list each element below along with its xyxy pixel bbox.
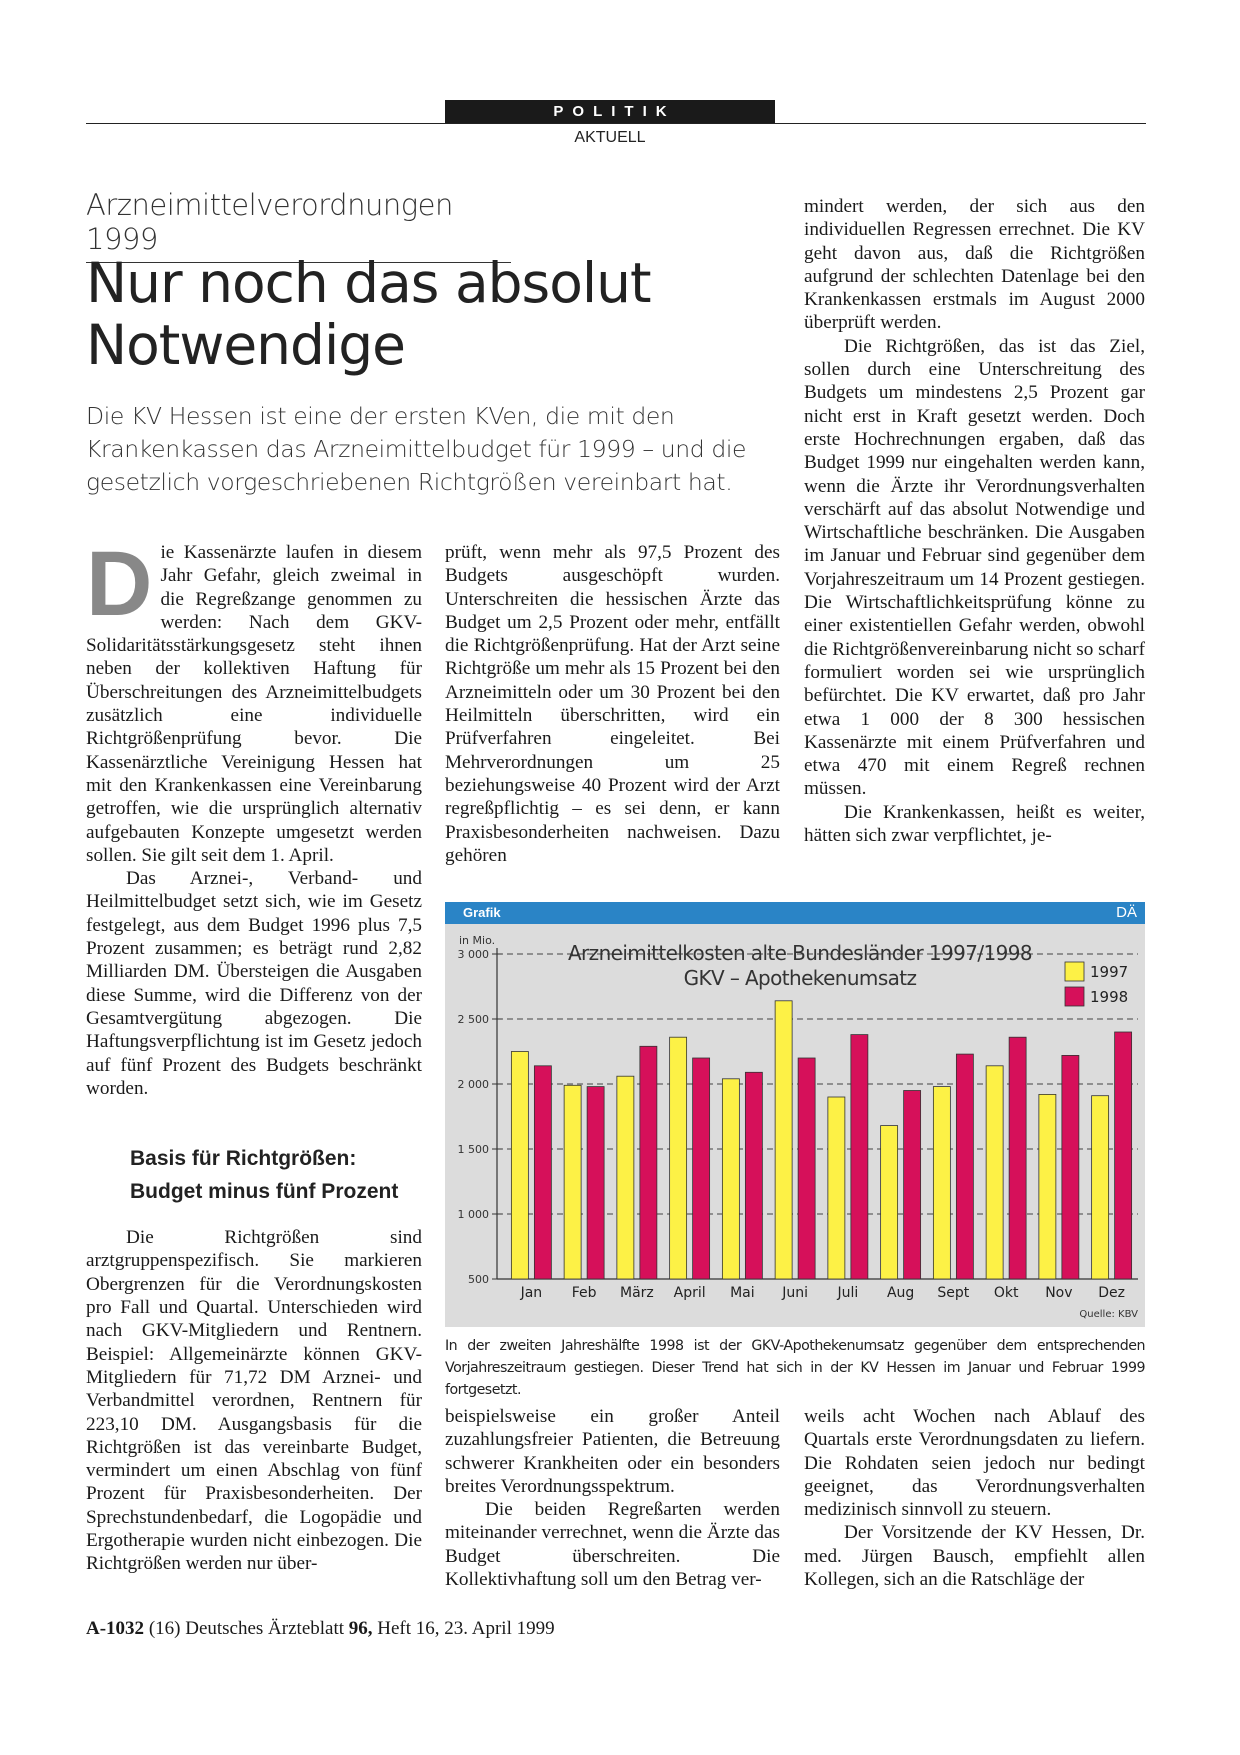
paragraph: beispielsweise ein großer Anteil zuzahlungsfreier Patienten, die Betreuung schwerer Krankheiten oder ein besonders breites Verordnungsspektrum. — [445, 1406, 780, 1497]
subsection-label: AKTUELL — [574, 129, 646, 146]
citation-volume: 96, — [348, 1618, 373, 1639]
chart-caption: In der zweiten Jahreshälfte 1998 ist der GKV-Apothekenumsatz gegenüber dem entsprechenden Vorjahreszeitraum gestiegen. Dieser Trend hat sich in der KV Hessen im Januar und Februar 1999 fortgesetzt. — [445, 1338, 1145, 1398]
page-code: A-1032 — [86, 1618, 145, 1639]
bar-1997 — [670, 1037, 687, 1279]
bar-1997 — [722, 1079, 739, 1279]
paragraph: Die Richtgrößen, das ist das Ziel, sollen durch eine Unterschreitung des Budgets um mindestens 2,5 Prozent gar nicht erst in Kraft gesetzt werden. Doch erste Hochrechnungen ergaben, daß das Budget 1999 nur eingehalten werden kann, wenn die Ärzte ihr Verordnungsverhalten verschärft auf das absolut Notwendige und Wirtschaftliche beschränken. Die Ausgaben im Januar und Februar sind gegenüber dem Vorjahreszeitraum um 14 Prozent gestiegen. Die Wirtschaftlichkeitsprüfung könne zu einer existentiellen Gefahr werden, obwohl die Richtgrößenvereinbarung nicht so scharf formuliert worden sei wie ursprünglich befürchtet. Die KV erwartet, daß pro Jahr etwa 1 000 der 8 300 hessischen Kassenärzte mit einem Prüfverfahren und etwa 470 mit einem Regreß rechnen müssen. — [804, 335, 1145, 800]
bar-1998 — [693, 1058, 710, 1279]
y-tick-label: 500 — [468, 1273, 489, 1286]
bar-1998 — [745, 1072, 762, 1279]
paragraph: mindert werden, der sich aus den individuellen Regressen errechnet. Die KV geht davon aus, daß die Richtgrößen aufgrund der schlechten Datenlage bei den Krankenkassen erstmals im August 2000 überprüft werden. — [804, 196, 1145, 334]
legend-swatch-1998 — [1065, 987, 1084, 1006]
column-1 — [86, 533, 422, 1576]
legend-label: 1997 — [1090, 963, 1129, 981]
bar-1998 — [640, 1046, 657, 1279]
x-tick-label: Okt — [993, 1285, 1019, 1301]
column-2-top — [445, 541, 780, 867]
x-tick-label: Juli — [837, 1285, 859, 1301]
y-unit-label: in Mio. — [459, 934, 496, 947]
bar-1997 — [775, 1001, 792, 1279]
x-tick-label: Aug — [886, 1285, 915, 1301]
bar-chart — [445, 902, 1145, 1327]
y-tick-label: 1 000 — [457, 1208, 489, 1221]
page-footer — [86, 1618, 555, 1640]
legend-label: 1998 — [1090, 988, 1129, 1006]
column-2-bottom — [445, 1405, 780, 1591]
chart-panel-label: Grafik — [463, 905, 501, 920]
x-tick-label: Juni — [782, 1285, 809, 1301]
y-tick-label: 1 500 — [457, 1143, 489, 1156]
lead-paragraph: Die KV Hessen ist eine der ersten KVen, die mit den Krankenkassen das Arzneimittelbudget für 1999 – und die gesetzlich vorgeschriebenen Richtgrößen vereinbart hat. — [86, 402, 747, 496]
bar-1997 — [933, 1087, 950, 1279]
bar-1997 — [828, 1097, 845, 1279]
column-3-top — [804, 195, 1145, 847]
bar-1998 — [1062, 1055, 1079, 1279]
paragraph: Die Krankenkassen, heißt es weiter, hätten sich zwar verpflichtet, je- — [804, 801, 1145, 847]
x-tick-label: April — [673, 1285, 706, 1301]
paragraph: Die beiden Regreßarten werden miteinander verrechnet, wenn die Ärzte das Budget überschreiten. Die Kollektivhaftung soll um den Betrag ver- — [445, 1499, 780, 1591]
chart-subtitle: GKV – Apothekenumsatz — [683, 966, 917, 990]
bar-1997 — [881, 1126, 898, 1279]
x-tick-label: Sept — [937, 1285, 970, 1301]
y-tick-label: 2 500 — [457, 1013, 489, 1026]
paragraph: Der Vorsitzende der KV Hessen, Dr. med. Jürgen Bausch, empfiehlt allen Kollegen, sich an die Ratschläge der — [804, 1522, 1145, 1591]
publisher-mark: DÄ — [1116, 904, 1137, 921]
citation-suffix: Heft 16, 23. April 1999 — [377, 1618, 555, 1639]
x-tick-label: Mai — [730, 1285, 755, 1301]
paragraph: prüft, wenn mehr als 97,5 Prozent des Budgets ausgeschöpft wurden. Unterschreiten die hessischen Ärzte das Budget um 2,5 Prozent oder mehr, entfällt die Richtgrößenprüfung. Hat der Arzt seine Richtgröße um mehr als 15 Prozent bei den Arzneimitteln oder um 30 Prozent bei den Heilmitteln überschritten, wird ein Prüfverfahren eingeleitet. Bei Mehrverordnungen um 25 beziehungsweise 40 Prozent wird der Arzt regreßpflichtig – es sei denn, er kann Praxisbesonderheiten nachweisen. Dazu gehören — [445, 542, 780, 866]
kicker: Arzneimittelverordnungen 1999 — [86, 188, 511, 263]
header-rule — [86, 123, 1146, 124]
bar-1998 — [534, 1066, 551, 1279]
bar-1998 — [956, 1054, 973, 1279]
headline: Nur noch das absolut Notwendige — [86, 251, 651, 377]
section-label: POLITIK — [445, 100, 775, 123]
bar-1997 — [986, 1066, 1003, 1279]
citation-prefix: (16) Deutsches Ärzteblatt — [148, 1618, 345, 1639]
bar-1997 — [511, 1052, 528, 1280]
legend-swatch-1997 — [1065, 962, 1084, 981]
bar-1998 — [798, 1058, 815, 1279]
x-tick-label: März — [619, 1285, 654, 1301]
chart-panel — [445, 902, 1145, 1327]
x-tick-label: Jan — [520, 1285, 543, 1301]
bar-1997 — [617, 1076, 634, 1279]
column-3-bottom — [804, 1405, 1145, 1591]
paragraph: Die Kassenärzte laufen in diesem Jahr Gefahr, gleich zweimal in die Regreßzange genommen zu werden: Nach dem GKV-Solidaritätsstärkungsgesetz steht ihnen neben der kollektiven Haftung für Überschreitungen des Arzneimittelbudgets zusätzlich eine individuelle Richtgrößenprüfung bevor. Die Kassenärztliche Vereinigung Hessen hat mit den Krankenkassen eine Vereinbarung getroffen, wie die ursprünglich alternativ aufgebauten Konzepte umgesetzt werden sollen. Sie gilt seit dem 1. April. — [86, 533, 422, 866]
bar-1997 — [1039, 1094, 1056, 1279]
chart-title: Arzneimittelkosten alte Bundesländer 1997/1998 — [567, 941, 1033, 965]
paragraph: Die Richtgrößen sind arztgruppenspezifisch. Sie markieren Obergrenzen für die Verordnungskosten pro Fall und Quartal. Unterschieden wird nach GKV-Mitgliedern und Rentnern. Beispiel: Allgemeinärzte können GKV-Mitgliedern für 71,72 DM Arznei- und Verbandmittel verordnen, Rentnern für 223,10 DM. Ausgangsbasis für die Richtgrößen ist das vereinbarte Budget, vermindert um einen Abschlag von fünf Prozent für Praxisbesonderheiten. Der Sprechstundenbedarf, die Logopädie und Ergotherapie wurden nicht einbezogen. Die Richtgrößen werden nur über- — [86, 1227, 422, 1575]
bar-1997 — [564, 1085, 581, 1279]
x-tick-label: Feb — [571, 1285, 597, 1301]
subheading: Basis für Richtgrößen: Budget minus fünf Prozent — [130, 1147, 399, 1204]
bar-1997 — [1092, 1096, 1109, 1279]
paragraph: weils acht Wochen nach Ablauf des Quartals erste Verordnungsdaten zu liefern. Die Rohdaten seien jedoch nur bedingt geeignet, das Verordnungsverhalten medizinisch sinnvoll zu steuern. — [804, 1406, 1145, 1521]
bar-1998 — [1009, 1037, 1026, 1279]
bar-1998 — [851, 1035, 868, 1279]
x-tick-label: Nov — [1045, 1285, 1073, 1301]
y-tick-label: 3 000 — [457, 948, 489, 961]
chart-source: Quelle: KBV — [1079, 1309, 1138, 1320]
drop-cap: D — [86, 533, 153, 635]
paragraph: Das Arznei-, Verband- und Heilmittelbudget setzt sich, wie im Gesetz festgelegt, aus dem Budget 1996 plus 7,5 Prozent zusammen; es beträgt rund 2,82 Milliarden DM. Übersteigen die Ausgaben diese Summe, wird die Differenz von der Gesamtvergütung abgezogen. Die Haftungsverpflichtung ist im Gesetz jedoch auf fünf Prozent des Budgets beschränkt worden. — [86, 868, 422, 1099]
x-tick-label: Dez — [1098, 1285, 1125, 1301]
bar-1998 — [587, 1087, 604, 1279]
bar-1998 — [1115, 1032, 1132, 1279]
y-tick-label: 2 000 — [457, 1078, 489, 1091]
bar-1998 — [904, 1091, 921, 1280]
